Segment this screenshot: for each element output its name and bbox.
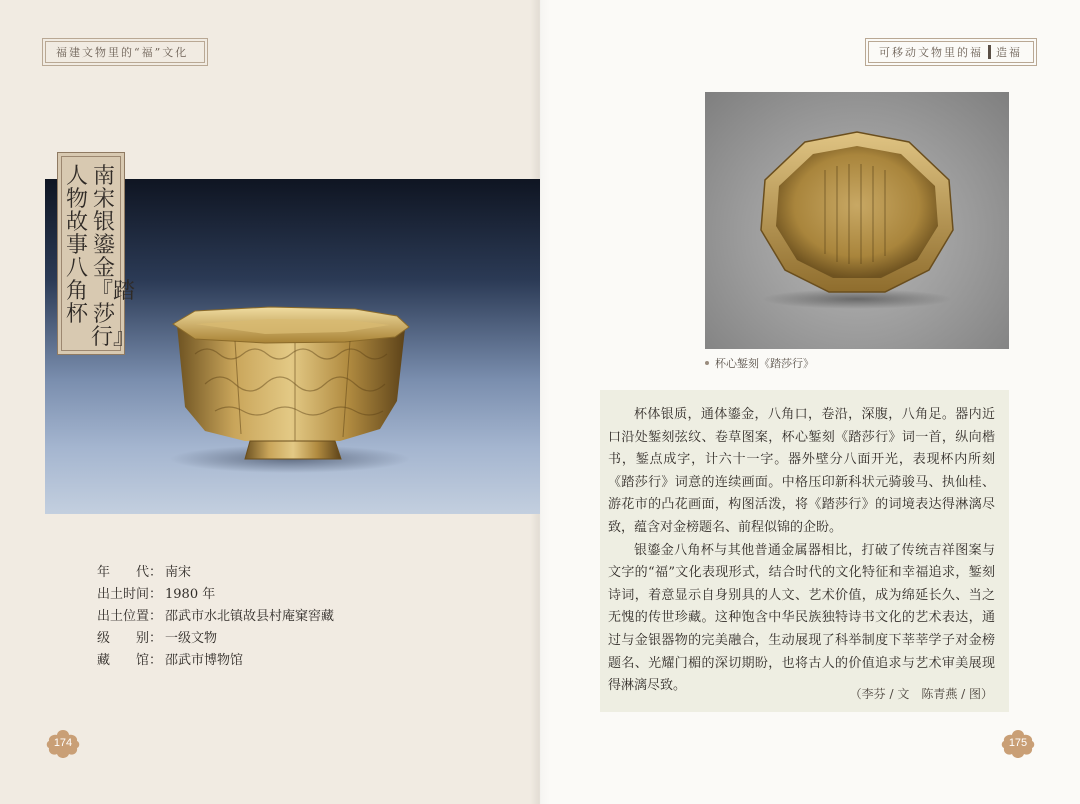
info-label: 藏 馆： [97,653,163,668]
page-number-right [1000,728,1036,758]
info-row-collection [97,650,334,672]
info-row-grade [97,628,334,650]
running-head-right-text-b: 造福 [996,46,1022,59]
author-credit: （李芬 / 文 陈青燕 / 图） [849,687,993,701]
info-row-period [97,562,334,584]
info-value: 邵武市水北镇故县村庵窠窖藏 [165,609,335,624]
running-head-separator [988,45,991,59]
object-title-box [57,152,136,355]
object-info-list [97,562,334,672]
cup-interior-illustration [705,92,1009,349]
info-value: 一级文物 [165,631,218,646]
info-row-excavation-time [97,584,334,606]
info-label: 出土位置： [97,609,163,624]
caption-text: 杯心錾刻《踏莎行》 [715,357,814,370]
info-label: 级 别： [97,631,163,646]
description-box [600,390,1009,712]
running-head-left-text: 福建文物里的“福”文化 [56,46,189,59]
object-title-line-1: 南宋银鎏金『踏莎行』 [91,164,136,350]
info-value: 1980 年 [165,587,216,602]
description-paragraph-1: 杯体银质，通体鎏金，八角口，卷沿，深腹，八角足。器内近口沿处錾刻弦纹、卷草图案，杯心錾刻《踏莎行》词一首，纵向楷书，錾点成字，计六十一字。器外壁分八面开光，表现杯内所刻《踏莎行》词意的连续画面。中格压印新科状元骑骏马、执仙桂、游花市的凸花画面，构图活泼，将《踏莎行》的词境表达得淋漓尽致，蕴含对金榜题名、前程似锦的企盼。 [608,407,995,535]
info-value: 邵武市博物馆 [165,653,244,668]
info-label: 年 代： [97,565,163,580]
running-head-right-text-a: 可移动文物里的福 [879,46,983,59]
info-row-excavation-site [97,606,334,628]
caption-bullet-icon [705,361,709,365]
info-label: 出土时间： [97,587,163,602]
page-number-left [45,728,81,758]
photo-caption [705,355,814,371]
page-number-left-text: 174 [53,737,73,749]
object-title-line-2: 人物故事八角杯 [65,164,88,327]
running-head-left [45,41,205,63]
info-value: 南宋 [165,565,192,580]
running-head-right [868,41,1034,63]
cup-interior-photo [705,92,1009,349]
page-number-right-text: 175 [1008,737,1028,749]
description-paragraph-2: 银鎏金八角杯与其他普通金属器相比，打破了传统吉祥图案与文字的“福”文化表现形式，结合时代的文化特征和幸福追求，錾刻诗词，着意显示自身别具的人文、艺术价值，成为绵延长久、当之无愧的传世珍藏。这种饱含中华民族独特诗书文化的艺术表达，通过与金银器物的完美融合，生动展现了科举制度下莘莘学子对金榜题名、光耀门楣的深切期盼，也将古人的价值追求与艺术审美展现得淋漓尽致。 [608,542,995,694]
